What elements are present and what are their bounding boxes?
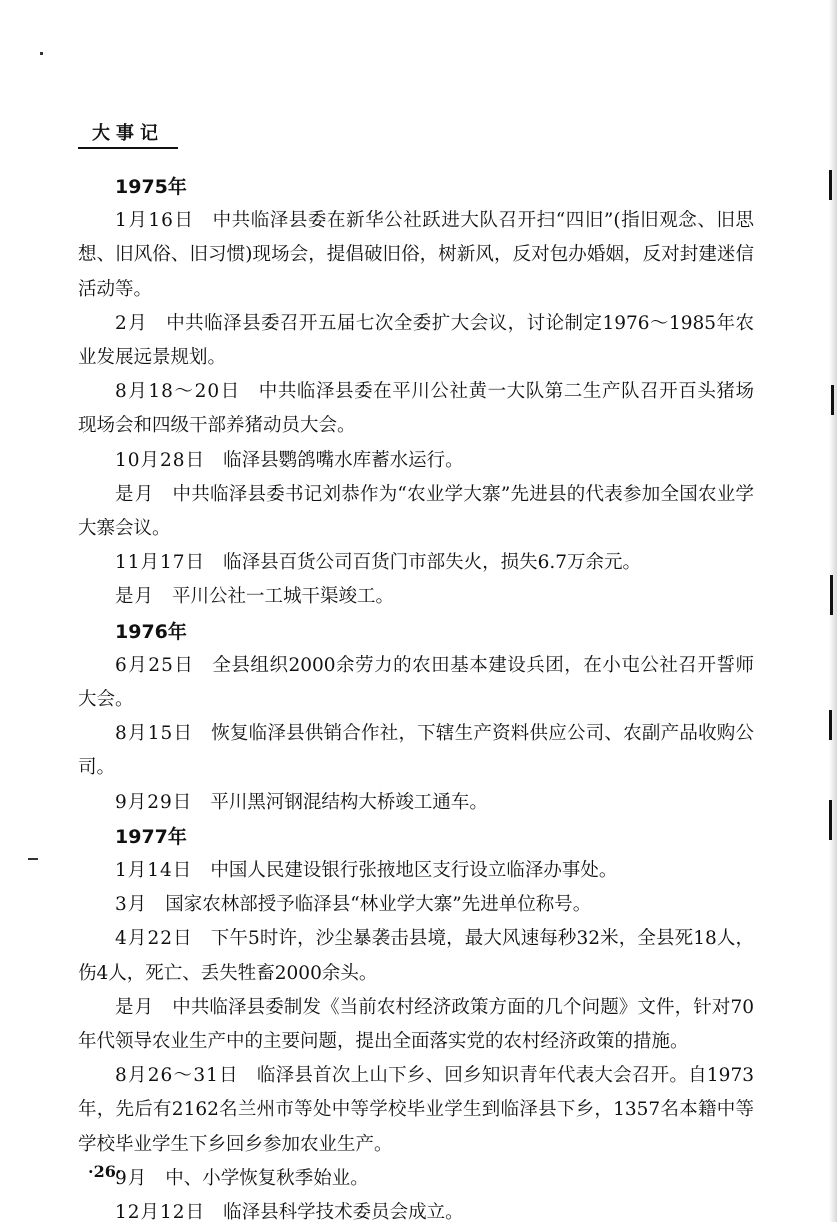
chronicle-entry <box>78 854 754 888</box>
chronicle-entry <box>78 991 754 1059</box>
chronicle-entry <box>78 580 754 614</box>
scan-speck <box>28 858 38 860</box>
entry-date: 4月22日 <box>115 928 193 950</box>
chronicle-entry <box>78 717 754 785</box>
entry-date: 12月12日 <box>115 1202 206 1224</box>
entry-text: 临泽县百货公司百货门市部失火，损失6.7万余元。 <box>223 552 642 574</box>
entry-text: 恢复临泽县供销合作社，下辖生产资料供应公司、农副产品收购公司。 <box>78 723 754 779</box>
chronicle-entry <box>78 888 754 922</box>
entry-text: 中国人民建设银行张掖地区支行设立临泽办事处。 <box>210 860 618 882</box>
chronicle-entry <box>78 375 754 443</box>
entry-date: 10月28日 <box>115 449 206 471</box>
entry-date: 8月15日 <box>115 723 194 745</box>
entry-date: 1月16日 <box>115 210 195 232</box>
chronicle-entry <box>78 922 754 990</box>
scan-edge-mark <box>829 800 832 840</box>
entry-text: 临泽县首次上山下乡、回乡知识青年代表大会召开。自1973年，先后有2162名兰州市等处中等学校毕业学生到临泽县下乡，1357名本籍中等学校毕业学生下乡回乡参加农业生产。 <box>78 1065 754 1155</box>
chronicle-entry <box>78 1162 754 1196</box>
chronicle-entry <box>78 444 754 478</box>
entry-text: 中、小学恢复秋季始业。 <box>165 1167 369 1189</box>
entry-date: 3月 <box>115 894 148 916</box>
entry-text: 中共临泽县委制发《当前农村经济政策方面的几个问题》文件，针对70年代领导农业生产中的主要问题，提出全面落实党的农村经济政策的措施。 <box>78 996 754 1053</box>
entry-date: 9月29日 <box>115 791 193 813</box>
chronicle-entry <box>78 649 754 717</box>
entry-text: 下午5时许，沙尘暴袭击县境，最大风速每秒32米，全县死18人，伤4人，死亡、丢失牲畜2000余头。 <box>78 928 755 984</box>
entry-date: 6月25日 <box>115 654 195 676</box>
entry-text: 全县组织2000余劳力的农田基本建设兵团，在小屯公社召开誓师大会。 <box>78 654 754 711</box>
scan-edge-mark <box>829 170 832 200</box>
entry-text: 中共临泽县委书记刘恭作为“农业学大寨”先进县的代表参加全国农业学大寨会议。 <box>78 483 754 540</box>
entry-text: 国家农林部授予临泽县“林业学大寨”先进单位称号。 <box>165 894 592 916</box>
chronicle-entry <box>78 786 754 820</box>
entry-date: 是月 <box>115 586 155 608</box>
entry-date: 9月 <box>115 1167 148 1189</box>
entry-text: 中共临泽县委召开五届七次全委扩大会议，讨论制定1976～1985年农业发展远景规划。 <box>78 312 754 369</box>
entry-text: 平川黑河钢混结构大桥竣工通车。 <box>210 791 488 813</box>
chronicle-entry <box>78 478 754 546</box>
entry-date: 2月 <box>115 312 149 334</box>
chronicle-entry <box>78 1059 754 1162</box>
entry-date: 8月26～31日 <box>115 1065 239 1087</box>
page-number: ·26· <box>88 1162 122 1181</box>
header-rule <box>78 147 178 149</box>
year-heading: 1976年 <box>115 620 187 643</box>
chronicle-body <box>78 170 754 1230</box>
chronicle-entry <box>78 546 754 580</box>
chronicle-entry <box>78 1196 754 1230</box>
entry-date: 1月14日 <box>115 860 193 882</box>
entry-date: 是月 <box>115 483 155 505</box>
entry-text: 临泽县科学技术委员会成立。 <box>223 1202 464 1224</box>
scan-edge-mark <box>831 385 834 415</box>
entry-text: 平川公社一工城干渠竣工。 <box>172 586 395 608</box>
scan-edge-mark <box>829 710 832 740</box>
entry-date: 是月 <box>115 996 155 1018</box>
chronicle-entry <box>78 204 754 307</box>
entry-text: 中共临泽县委在新华公社跃进大队召开扫“四旧”(指旧观念、旧思想、旧风俗、旧习惯)现场会，提倡破旧俗，树新风，反对包办婚姻，反对封建迷信活动等。 <box>78 210 755 300</box>
entry-date: 8月18～20日 <box>115 381 241 403</box>
year-heading: 1975年 <box>115 176 187 198</box>
entry-date: 11月17日 <box>115 552 206 574</box>
year-heading: 1977年 <box>115 825 187 848</box>
entry-text: 中共临泽县委在平川公社黄一大队第二生产队召开百头猪场现场会和四级干部养猪动员大会。 <box>78 381 754 437</box>
entry-text: 临泽县鹦鸽嘴水库蓄水运行。 <box>223 449 464 471</box>
scan-edge-mark <box>830 575 833 615</box>
chronicle-entry <box>78 307 754 375</box>
scan-speck <box>40 52 43 55</box>
running-title: 大事记 <box>92 123 164 144</box>
